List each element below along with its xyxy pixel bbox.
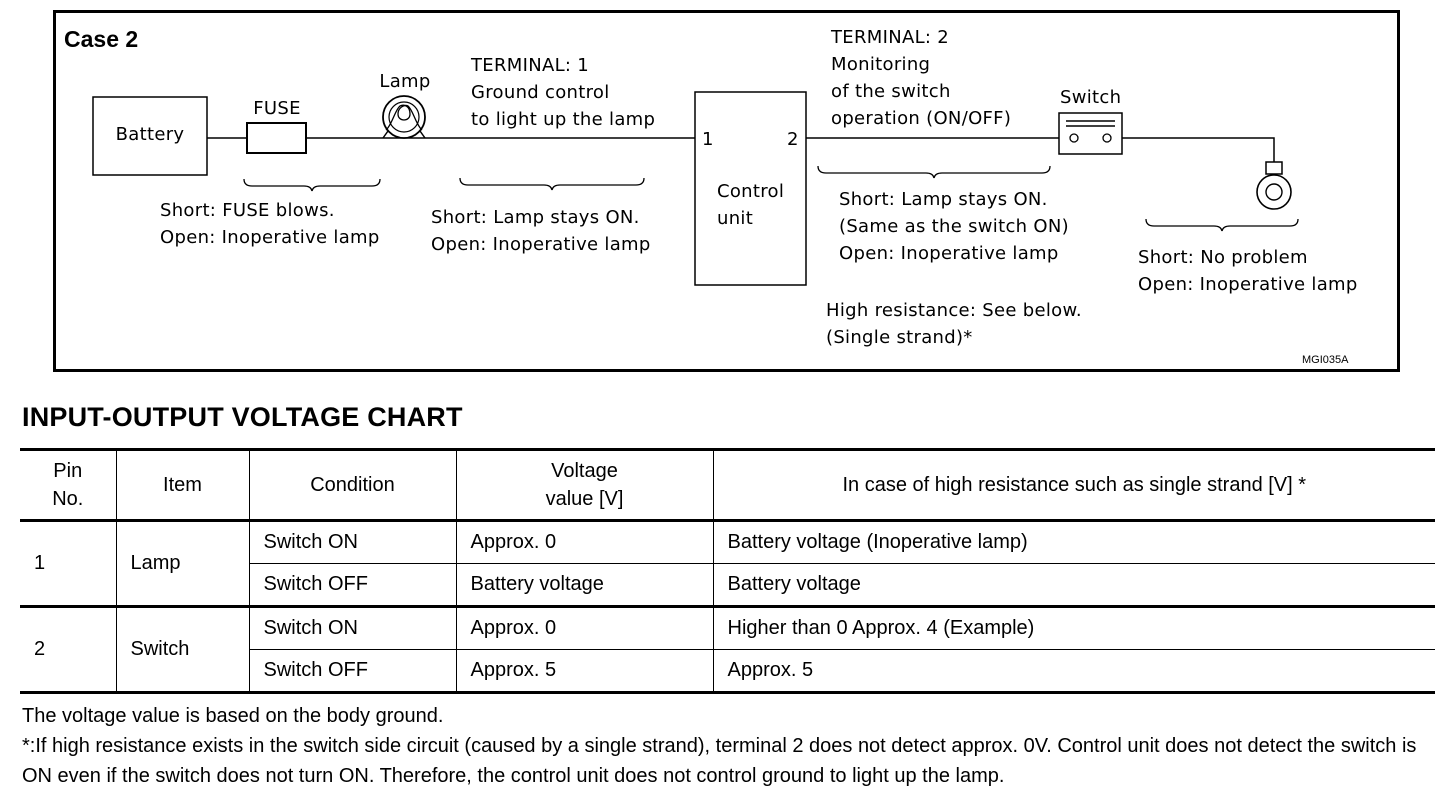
ground-icon	[1257, 162, 1291, 209]
ground-note-open: Open: Inoperative lamp	[1138, 274, 1358, 295]
high-res-cell: Approx. 5	[713, 650, 1435, 693]
table-header-row	[20, 450, 1435, 521]
control-unit-label-1: Control	[717, 181, 785, 202]
header-voltage: Voltage value [V]	[456, 450, 713, 521]
header-pin: Pin No.	[20, 450, 116, 521]
circuit-diagram	[0, 0, 1456, 380]
fuse-label: FUSE	[253, 98, 301, 119]
note-body-ground: The voltage value is based on the body ground.	[22, 705, 444, 727]
high-res-note-2: (Single strand)*	[826, 327, 973, 348]
brace-terminal2	[818, 166, 1050, 178]
ground-note-short: Short: No problem	[1138, 247, 1308, 268]
case-title: Case 2	[64, 26, 139, 52]
item-cell: Switch	[116, 607, 249, 693]
terminal2-line2: Monitoring	[831, 54, 931, 75]
lamp-label: Lamp	[379, 71, 431, 92]
voltage-cell: Approx. 0	[456, 521, 713, 564]
fuse-note-short: Short: FUSE blows.	[160, 200, 335, 221]
table-row	[20, 607, 1435, 650]
header-high-resistance: In case of high resistance such as single strand [V] *	[713, 450, 1435, 521]
condition-cell: Switch ON	[249, 521, 456, 564]
t2-note-open: Open: Inoperative lamp	[839, 243, 1059, 264]
fuse-symbol	[247, 123, 306, 153]
high-res-cell: Battery voltage	[713, 564, 1435, 607]
chart-title: INPUT-OUTPUT VOLTAGE CHART	[22, 402, 463, 432]
note-single-strand: *:If high resistance exists in the switch side circuit (caused by a single strand), terminal 2 does not detect approx. 0V. Control unit does not detect the switch is ON even if the switch does not turn ON. Therefore, the control unit does not control ground to light up the lamp.	[22, 735, 1417, 787]
brace-fuse	[244, 179, 380, 191]
terminal1-line2: Ground control	[471, 82, 610, 103]
pin-cell: 1	[20, 521, 116, 607]
t2-note-short: Short: Lamp stays ON.	[839, 189, 1048, 210]
t1-note-open: Open: Inoperative lamp	[431, 234, 651, 255]
brace-ground	[1146, 219, 1298, 231]
high-res-cell: Battery voltage (Inoperative lamp)	[713, 521, 1435, 564]
voltage-cell: Approx. 0	[456, 607, 713, 650]
condition-cell: Switch OFF	[249, 650, 456, 693]
header-item: Item	[116, 450, 249, 521]
terminal2-line1: TERMINAL: 2	[831, 27, 950, 48]
terminal2-line4: operation (ON/OFF)	[831, 108, 1012, 129]
voltage-cell: Approx. 5	[456, 650, 713, 693]
fuse-note-open: Open: Inoperative lamp	[160, 227, 380, 248]
voltage-chart-table	[20, 448, 1435, 694]
table-row	[20, 521, 1435, 564]
switch-label: Switch	[1060, 87, 1122, 108]
lamp-icon	[383, 96, 425, 138]
high-res-note-1: High resistance: See below.	[826, 300, 1082, 321]
terminal2-line3: of the switch	[831, 81, 951, 102]
control-unit-label-2: unit	[717, 208, 754, 229]
condition-cell: Switch ON	[249, 607, 456, 650]
high-res-cell: Higher than 0 Approx. 4 (Example)	[713, 607, 1435, 650]
terminal1-line1: TERMINAL: 1	[471, 55, 590, 76]
battery-label: Battery	[115, 124, 185, 145]
pin1-label: 1	[702, 129, 714, 150]
header-condition: Condition	[249, 450, 456, 521]
voltage-cell: Battery voltage	[456, 564, 713, 607]
brace-terminal1	[460, 178, 644, 190]
item-cell: Lamp	[116, 521, 249, 607]
ground-wire	[1122, 138, 1274, 162]
condition-cell: Switch OFF	[249, 564, 456, 607]
t1-note-short: Short: Lamp stays ON.	[431, 207, 640, 228]
terminal1-line3: to light up the lamp	[471, 109, 656, 130]
footnotes	[22, 701, 1442, 791]
pin-cell: 2	[20, 607, 116, 693]
figure-code: MGI035A	[1302, 354, 1349, 366]
switch-icon	[1059, 113, 1122, 154]
pin2-label: 2	[787, 129, 799, 150]
t2-note-same: (Same as the switch ON)	[839, 216, 1069, 237]
